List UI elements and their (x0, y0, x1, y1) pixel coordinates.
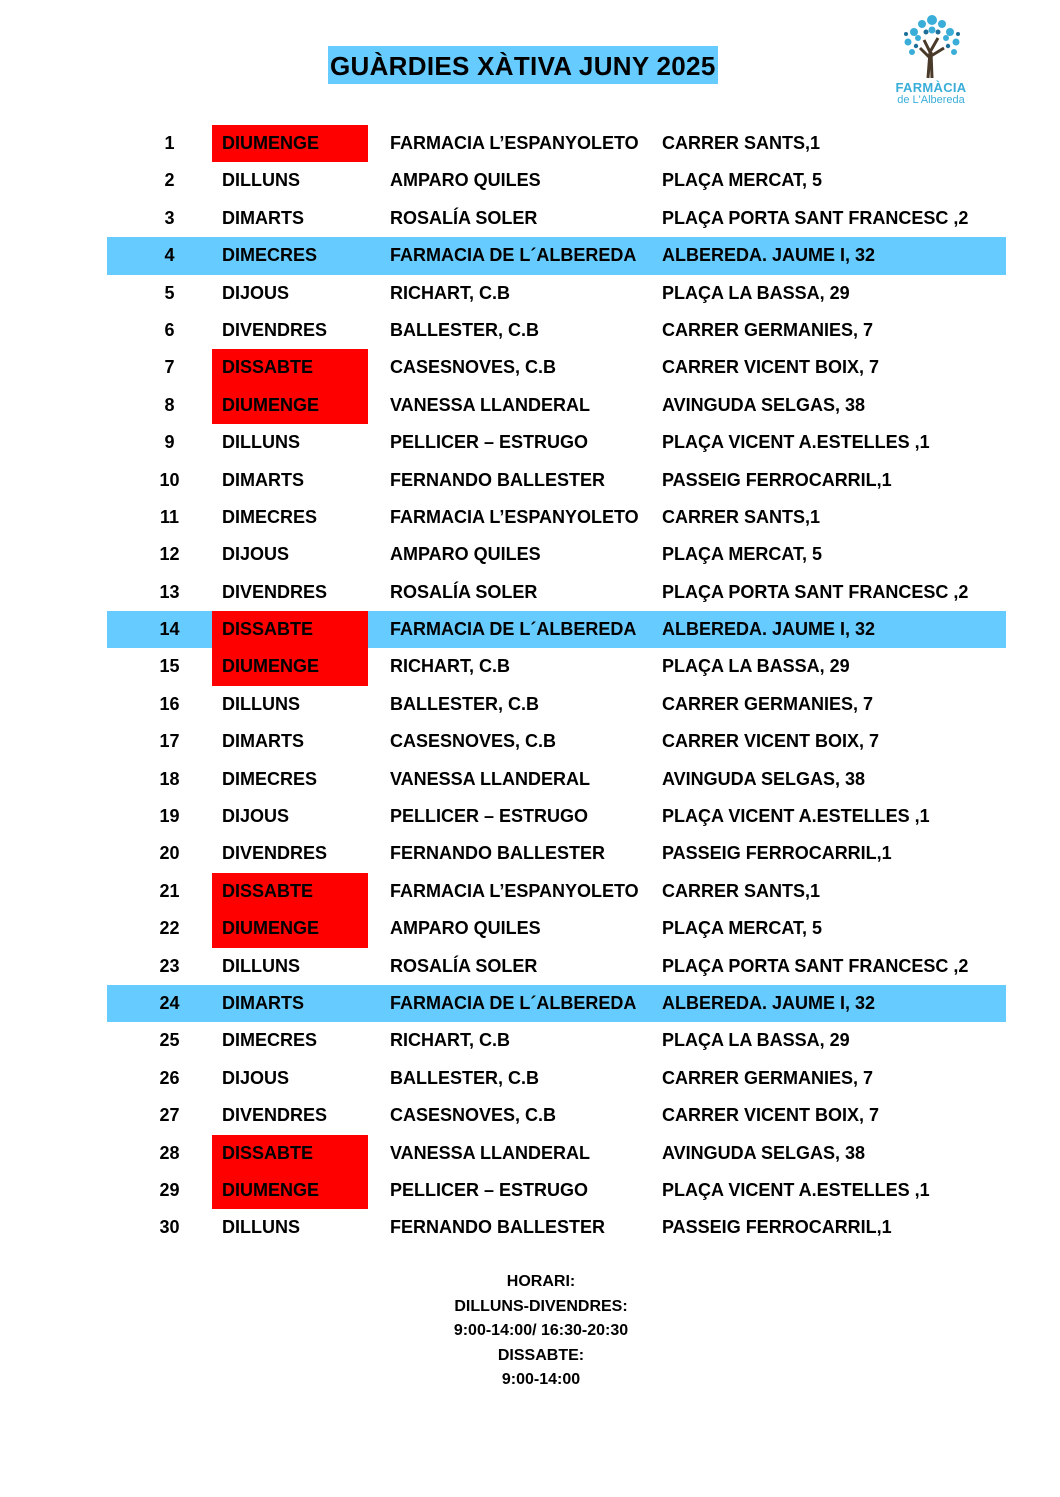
table-row (107, 1060, 1006, 1097)
pharmacy-address: PLAÇA MERCAT, 5 (662, 170, 823, 191)
day-number: 29 (159, 1179, 180, 1200)
pharmacy-name: VANESSA LLANDERAL (390, 1142, 591, 1163)
pharmacy-address: PLAÇA LA BASSA, 29 (662, 656, 850, 677)
pharmacy-name: CASESNOVES, C.B (390, 1105, 557, 1126)
pharmacy-name: AMPARO QUILES (390, 544, 541, 565)
pharmacy-address: PLAÇA VICENT A.ESTELLES ,1 (662, 806, 930, 827)
weekday: DILLUNS (222, 1217, 300, 1238)
pharmacy-address: CARRER GERMANIES, 7 (662, 319, 874, 340)
table-row (107, 462, 1006, 499)
pharmacy-name: RICHART, C.B (390, 282, 510, 303)
table-row (107, 835, 1006, 872)
table-row (107, 162, 1006, 199)
pharmacy-name: RICHART, C.B (390, 1030, 510, 1051)
pharmacy-name: ROSALÍA SOLER (390, 581, 538, 602)
weekday: DIMARTS (222, 992, 304, 1013)
day-number: 3 (164, 207, 175, 228)
pharmacy-address: PLAÇA PORTA SANT FRANCESC ,2 (662, 955, 969, 976)
pharmacy-name: VANESSA LLANDERAL (390, 768, 591, 789)
pharmacy-name: PELLICER – ESTRUGO (390, 806, 589, 827)
pharmacy-logo (886, 10, 976, 110)
day-number: 19 (159, 806, 180, 827)
pharmacy-name: BALLESTER, C.B (390, 693, 540, 714)
pharmacy-address: CARRER VICENT BOIX, 7 (662, 731, 880, 752)
table-row (107, 873, 1006, 910)
weekday: DIVENDRES (222, 1105, 328, 1126)
day-number: 8 (164, 394, 175, 415)
pharmacy-name: FARMACIA DE L´ALBEREDA (390, 992, 637, 1013)
weekdays-hours: 9:00-14:00/ 16:30-20:30 (453, 1322, 629, 1339)
pharmacy-name: FERNANDO BALLESTER (390, 843, 605, 864)
day-number: 14 (159, 619, 180, 640)
weekday: DISSABTE (212, 1135, 368, 1172)
table-row (107, 798, 1006, 835)
saturday-hours: 9:00-14:00 (501, 1371, 581, 1388)
table-row (107, 499, 1006, 536)
weekday: DIUMENGE (212, 910, 368, 947)
pharmacy-address: CARRER VICENT BOIX, 7 (662, 357, 880, 378)
pharmacy-name: BALLESTER, C.B (390, 1067, 540, 1088)
pharmacy-name: CASESNOVES, C.B (390, 731, 557, 752)
pharmacy-address: AVINGUDA SELGAS, 38 (662, 1142, 866, 1163)
pharmacy-address: CARRER SANTS,1 (662, 506, 821, 527)
pharmacy-name: PELLICER – ESTRUGO (390, 432, 589, 453)
day-number: 6 (164, 319, 175, 340)
day-number: 11 (159, 506, 180, 527)
day-number: 30 (159, 1217, 180, 1238)
table-row (107, 1172, 1006, 1209)
table-row (107, 1135, 1006, 1172)
pharmacy-address: CARRER SANTS,1 (662, 133, 821, 153)
tree-icon (886, 10, 976, 80)
logo-name: FARMÀCIA (895, 80, 967, 95)
day-number: 4 (164, 245, 175, 266)
pharmacy-name: FARMACIA L’ESPANYOLETO (390, 506, 639, 527)
day-number: 28 (159, 1142, 180, 1163)
weekday: DIUMENGE (212, 125, 368, 162)
weekday: DIMECRES (222, 506, 318, 527)
pharmacy-address: CARRER VICENT BOIX, 7 (662, 1105, 880, 1126)
day-number: 7 (164, 357, 175, 378)
weekday: DIMECRES (222, 245, 318, 266)
pharmacy-address: PLAÇA LA BASSA, 29 (662, 1030, 850, 1051)
day-number: 2 (164, 170, 175, 191)
day-number: 20 (159, 843, 180, 864)
weekday: DIUMENGE (212, 1172, 368, 1209)
pharmacy-name: BALLESTER, C.B (390, 319, 540, 340)
weekday: DISSABTE (212, 349, 368, 386)
pharmacy-address: PLAÇA VICENT A.ESTELLES ,1 (662, 432, 930, 453)
pharmacy-address: PASSEIG FERROCARRIL,1 (662, 1217, 892, 1238)
table-row (107, 349, 1006, 386)
table-row (107, 985, 1006, 1022)
table-row (107, 237, 1006, 274)
day-number: 22 (159, 918, 180, 939)
day-number: 17 (159, 731, 180, 752)
table-row (107, 1022, 1006, 1059)
table-row (107, 1097, 1006, 1134)
day-number: 26 (159, 1067, 180, 1088)
weekdays-label: DILLUNS-DIVENDRES: (454, 1297, 628, 1315)
pharmacy-address: PLAÇA MERCAT, 5 (662, 918, 823, 939)
weekday: DILLUNS (222, 693, 300, 714)
logo-subtitle: de L'Albereda (897, 94, 965, 106)
weekday: DIMARTS (222, 731, 304, 752)
weekday: DIUMENGE (212, 387, 368, 424)
day-number: 12 (159, 544, 180, 565)
pharmacy-address: ALBEREDA. JAUME I, 32 (662, 245, 876, 266)
weekday: DIVENDRES (222, 843, 328, 864)
table-row (107, 686, 1006, 723)
weekday: DILLUNS (222, 432, 300, 453)
table-row (107, 574, 1006, 611)
pharmacy-name: CASESNOVES, C.B (390, 357, 557, 378)
pharmacy-address: PLAÇA VICENT A.ESTELLES ,1 (662, 1179, 930, 1200)
pharmacy-address: CARRER SANTS,1 (662, 880, 821, 901)
pharmacy-name: ROSALÍA SOLER (390, 955, 538, 976)
table-row (107, 125, 1006, 162)
weekday: DIJOUS (222, 282, 290, 303)
pharmacy-address: ALBEREDA. JAUME I, 32 (662, 619, 876, 640)
pharmacy-address: PLAÇA PORTA SANT FRANCESC ,2 (662, 207, 969, 228)
weekday: DILLUNS (222, 170, 300, 191)
day-number: 5 (164, 282, 175, 303)
weekday: DIVENDRES (222, 319, 328, 340)
pharmacy-name: AMPARO QUILES (390, 918, 541, 939)
saturday-label: DISSABTE: (497, 1346, 585, 1364)
pharmacy-name: VANESSA LLANDERAL (390, 394, 591, 415)
table-row (107, 275, 1006, 312)
day-number: 15 (159, 656, 180, 677)
pharmacy-name: FERNANDO BALLESTER (390, 469, 605, 490)
day-number: 1 (164, 133, 175, 153)
weekday: DIUMENGE (212, 648, 368, 685)
pharmacy-name: AMPARO QUILES (390, 170, 541, 191)
pharmacy-address: AVINGUDA SELGAS, 38 (662, 394, 866, 415)
table-row (107, 948, 1006, 985)
table-row (107, 761, 1006, 798)
weekday: DIMARTS (222, 469, 304, 490)
weekday: DISSABTE (212, 611, 368, 648)
table-row (107, 536, 1006, 573)
weekday: DIMECRES (222, 1030, 318, 1051)
pharmacy-address: CARRER GERMANIES, 7 (662, 1067, 874, 1088)
weekday: DIMARTS (222, 207, 304, 228)
pharmacy-address: PLAÇA PORTA SANT FRANCESC ,2 (662, 581, 969, 602)
table-row (107, 611, 1006, 648)
day-number: 21 (159, 880, 180, 901)
table-row (107, 1209, 1006, 1246)
pharmacy-name: RICHART, C.B (390, 656, 510, 677)
table-row (107, 387, 1006, 424)
day-number: 13 (159, 581, 180, 602)
weekday: DIJOUS (222, 544, 290, 565)
table-row (107, 648, 1006, 685)
table-row (107, 312, 1006, 349)
day-number: 24 (159, 992, 180, 1013)
pharmacy-address: PLAÇA LA BASSA, 29 (662, 282, 850, 303)
day-number: 23 (159, 955, 180, 976)
day-number: 27 (159, 1105, 180, 1126)
pharmacy-name: FARMACIA L’ESPANYOLETO (390, 880, 639, 901)
guard-schedule-table (107, 125, 1006, 1247)
day-number: 16 (159, 693, 180, 714)
pharmacy-name: ROSALÍA SOLER (390, 207, 538, 228)
day-number: 25 (159, 1030, 180, 1051)
pharmacy-name: FARMACIA DE L´ALBEREDA (390, 619, 637, 640)
weekday: DIVENDRES (222, 581, 328, 602)
hours-heading: HORARI: (506, 1273, 576, 1290)
pharmacy-address: PLAÇA MERCAT, 5 (662, 544, 823, 565)
pharmacy-address: AVINGUDA SELGAS, 38 (662, 768, 866, 789)
day-number: 10 (159, 469, 180, 490)
pharmacy-address: PASSEIG FERROCARRIL,1 (662, 843, 892, 864)
pharmacy-name: FARMACIA L’ESPANYOLETO (390, 133, 639, 153)
pharmacy-address: CARRER GERMANIES, 7 (662, 693, 874, 714)
pharmacy-name: FARMACIA DE L´ALBEREDA (390, 245, 637, 266)
table-row (107, 910, 1006, 947)
table-row (107, 723, 1006, 760)
opening-hours (380, 1270, 702, 1393)
weekday: DISSABTE (212, 873, 368, 910)
weekday: DIJOUS (222, 806, 290, 827)
day-number: 18 (159, 768, 180, 789)
page-title: GUÀRDIES XÀTIVA JUNY 2025 (328, 46, 718, 84)
weekday: DIMECRES (222, 768, 318, 789)
table-row (107, 200, 1006, 237)
pharmacy-name: FERNANDO BALLESTER (390, 1217, 605, 1238)
day-number: 9 (164, 432, 175, 453)
weekday: DILLUNS (222, 955, 300, 976)
table-row (107, 424, 1006, 461)
weekday: DIJOUS (222, 1067, 290, 1088)
pharmacy-address: ALBEREDA. JAUME I, 32 (662, 992, 876, 1013)
pharmacy-name: PELLICER – ESTRUGO (390, 1179, 589, 1200)
pharmacy-address: PASSEIG FERROCARRIL,1 (662, 469, 892, 490)
